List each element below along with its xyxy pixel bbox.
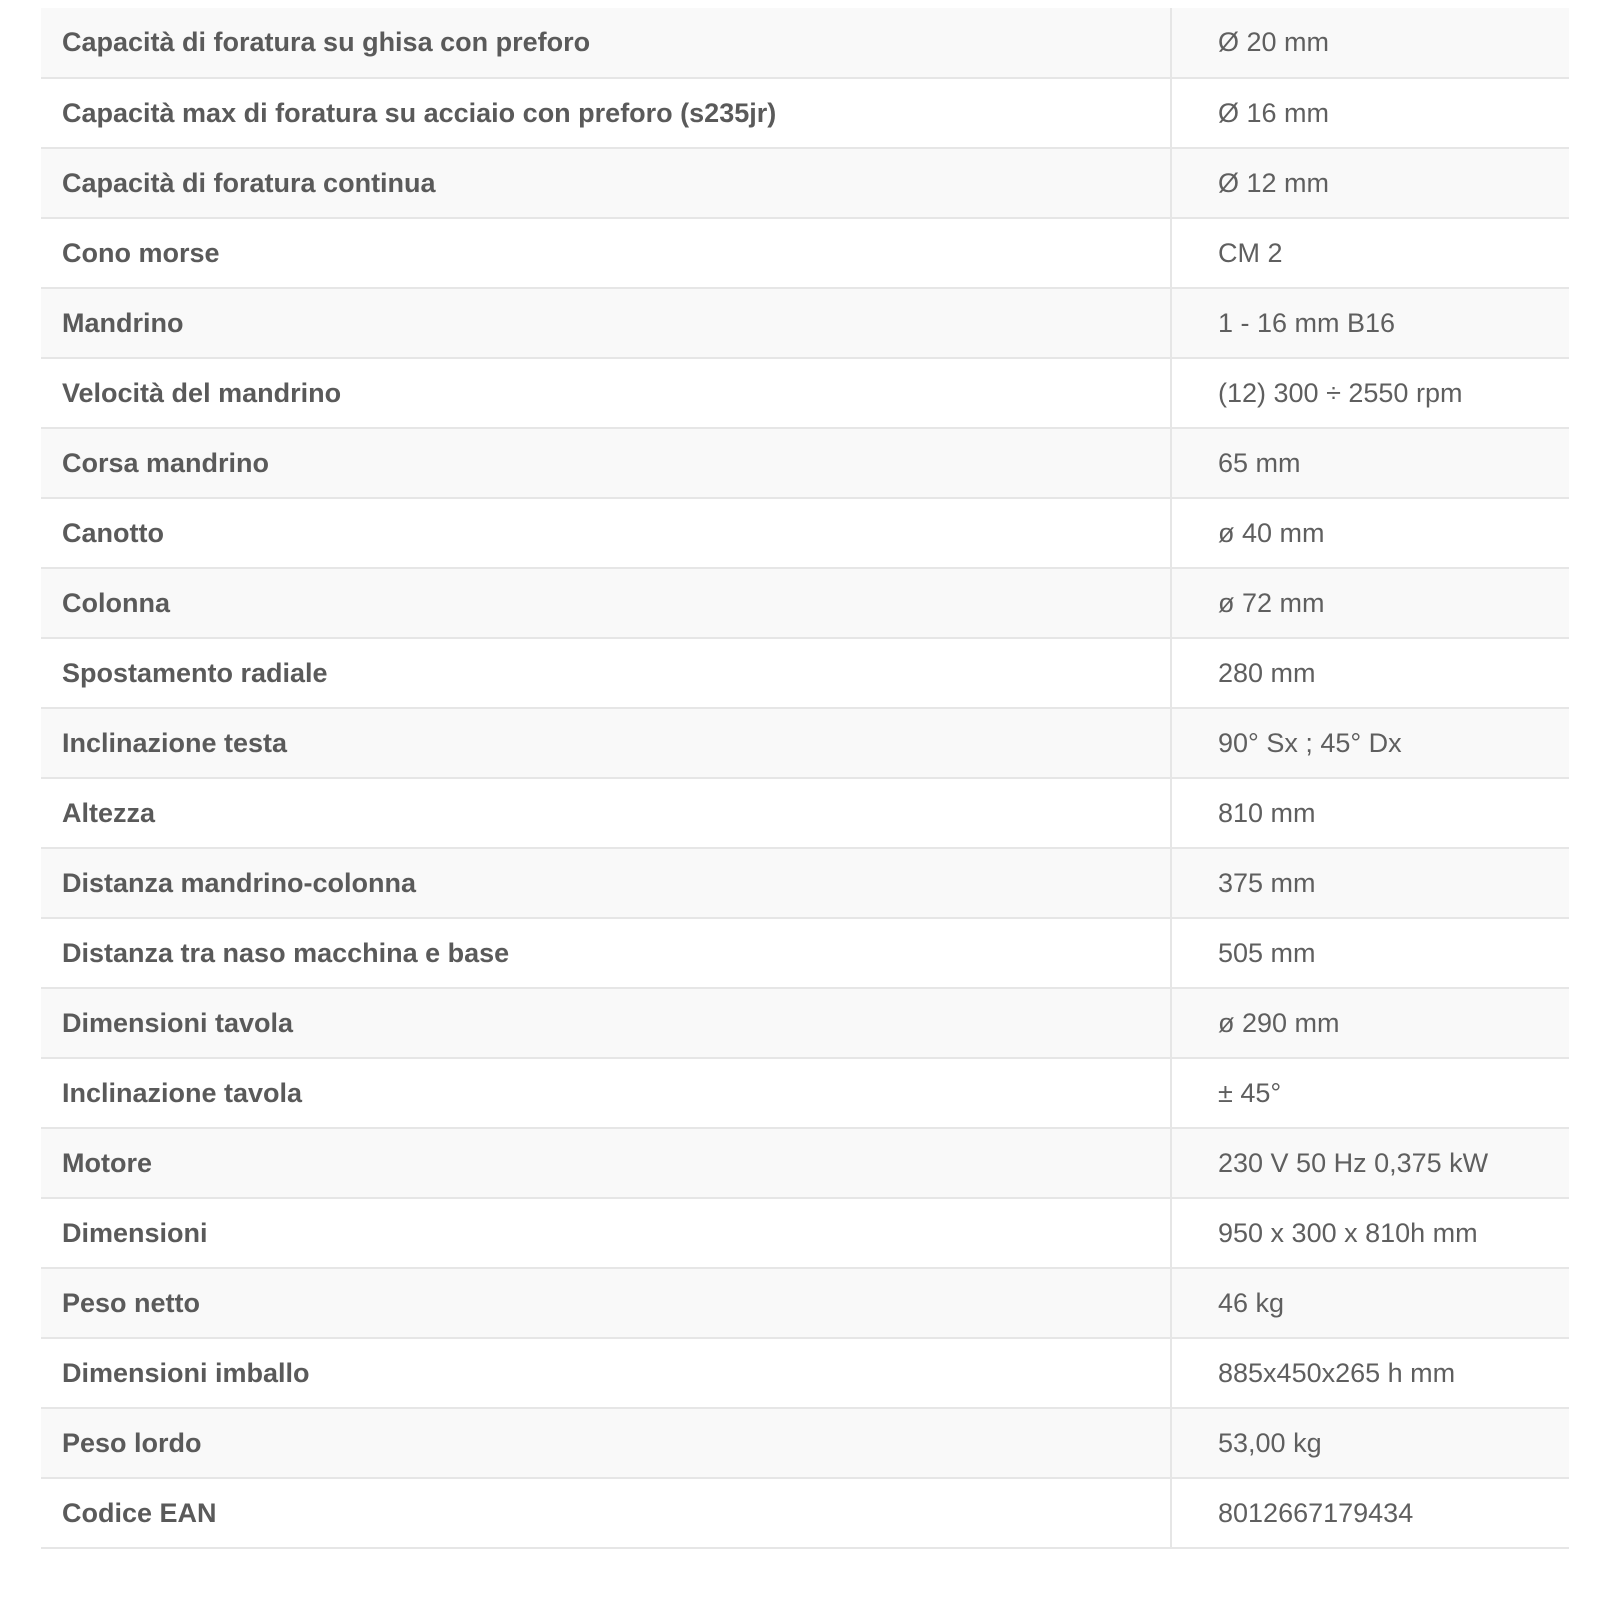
spec-label: Colonna (41, 568, 1171, 638)
table-row (41, 778, 1569, 848)
table-row (41, 1338, 1569, 1408)
spec-value: ø 72 mm (1218, 587, 1325, 618)
table-row (41, 1408, 1569, 1478)
spec-label: Codice EAN (41, 1478, 1171, 1548)
spec-label: Dimensioni imballo (41, 1338, 1171, 1408)
spec-value: 65 mm (1218, 447, 1301, 478)
spec-label: Distanza mandrino-colonna (41, 848, 1171, 918)
table-row (41, 1478, 1569, 1548)
spec-value: CM 2 (1218, 237, 1283, 268)
spec-label: Velocità del mandrino (41, 358, 1171, 428)
spec-label: Mandrino (41, 288, 1171, 358)
spec-value: Ø 16 mm (1218, 97, 1330, 128)
spec-value: 280 mm (1218, 657, 1316, 688)
spec-value: Ø 20 mm (1218, 27, 1330, 57)
table-row (41, 288, 1569, 358)
spec-label: Peso netto (41, 1268, 1171, 1338)
spec-value: ø 40 mm (1218, 517, 1325, 548)
table-row (41, 78, 1569, 148)
table-row (41, 1268, 1569, 1338)
spec-value: 885x450x265 h mm (1218, 1357, 1456, 1388)
spec-value: 950 x 300 x 810h mm (1218, 1217, 1478, 1248)
spec-label: Corsa mandrino (41, 428, 1171, 498)
spec-label: Canotto (41, 498, 1171, 568)
table-row (41, 638, 1569, 708)
table-row (41, 218, 1569, 288)
spec-value: 505 mm (1218, 937, 1316, 968)
spec-value: 53,00 kg (1218, 1427, 1322, 1458)
spec-value: 810 mm (1218, 797, 1316, 828)
specifications-table (41, 8, 1569, 1549)
spec-label: Capacità di foratura continua (41, 148, 1171, 218)
spec-label: Inclinazione testa (41, 708, 1171, 778)
spec-label: Peso lordo (41, 1408, 1171, 1478)
spec-label: Motore (41, 1128, 1171, 1198)
spec-label: Capacità di foratura su ghisa con preforo (41, 8, 1171, 78)
spec-value: 90° Sx ; 45° Dx (1218, 727, 1402, 758)
spec-value: 375 mm (1218, 867, 1316, 898)
spec-label: Capacità max di foratura su acciaio con preforo (s235jr) (41, 78, 1171, 148)
table-row (41, 498, 1569, 568)
table-row (41, 988, 1569, 1058)
spec-value: 8012667179434 (1218, 1497, 1414, 1528)
table-row (41, 8, 1569, 78)
spec-label: Altezza (41, 778, 1171, 848)
table-row (41, 148, 1569, 218)
table-row (41, 428, 1569, 498)
table-row (41, 708, 1569, 778)
spec-value: 230 V 50 Hz 0,375 kW (1218, 1147, 1489, 1178)
table-row (41, 918, 1569, 988)
spec-label: Dimensioni (41, 1198, 1171, 1268)
spec-value: (12) 300 ÷ 2550 rpm (1218, 377, 1463, 408)
spec-label: Dimensioni tavola (41, 988, 1171, 1058)
table-row (41, 358, 1569, 428)
spec-label: Spostamento radiale (41, 638, 1171, 708)
table-row (41, 848, 1569, 918)
table-row (41, 1128, 1569, 1198)
table-row (41, 1058, 1569, 1128)
spec-value: 46 kg (1218, 1287, 1285, 1318)
spec-label: Cono morse (41, 218, 1171, 288)
specifications-table-body (41, 8, 1569, 1548)
spec-label: Inclinazione tavola (41, 1058, 1171, 1128)
spec-value: ± 45° (1218, 1077, 1282, 1108)
spec-value: ø 290 mm (1218, 1007, 1340, 1038)
table-row (41, 1198, 1569, 1268)
spec-value: 1 - 16 mm B16 (1218, 307, 1396, 338)
table-row (41, 568, 1569, 638)
spec-label: Distanza tra naso macchina e base (41, 918, 1171, 988)
spec-value: Ø 12 mm (1218, 167, 1330, 198)
